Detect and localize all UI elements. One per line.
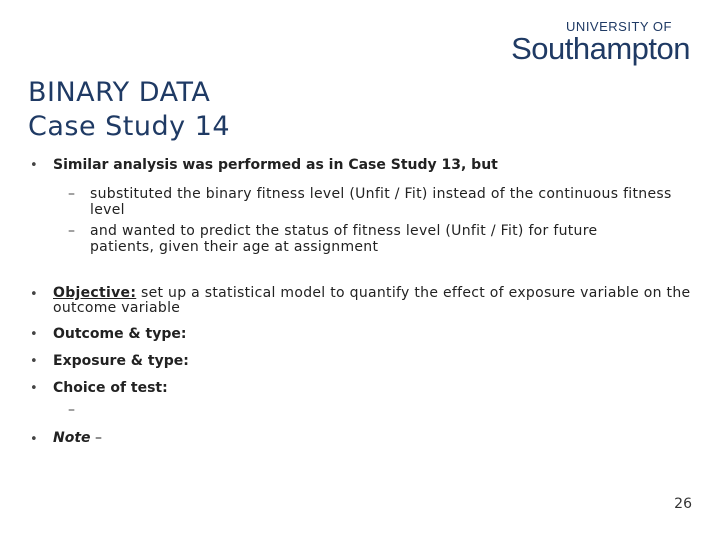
- bullet-marker: •: [30, 158, 38, 173]
- note-item: [53, 430, 102, 446]
- university-logo: [510, 20, 690, 64]
- sub-dash: –: [68, 186, 75, 202]
- bullet-marker: •: [30, 432, 38, 447]
- bullet-intro: Similar analysis was performed as in Case Study 13, but: [53, 157, 498, 173]
- sub-dash: –: [68, 223, 75, 239]
- objective-text: [53, 286, 703, 316]
- title-line-1: BINARY DATA: [28, 77, 211, 108]
- slide-title: [28, 76, 230, 144]
- outcome-type: Outcome & type:: [53, 326, 187, 342]
- bullet-marker: •: [30, 327, 38, 342]
- bullet-marker: •: [30, 287, 38, 302]
- objective-label: Objective:: [53, 285, 137, 301]
- choice-dash: –: [68, 402, 75, 418]
- logo-main-text: Southampton: [511, 31, 690, 66]
- sub-item-2: and wanted to predict the status of fitness level (Unfit / Fit) for future patients, given their age at assignment: [90, 223, 598, 255]
- title-line-2: Case Study 14: [28, 111, 231, 142]
- exposure-type: Exposure & type:: [53, 353, 189, 369]
- bullet-marker: •: [30, 354, 38, 369]
- sub-item-1: substituted the binary fitness level (Unfit / Fit) instead of the continuous fitness level: [90, 186, 672, 218]
- logo-top-text: UNIVERSITY OF: [566, 19, 672, 34]
- choice-of-test: Choice of test:: [53, 380, 168, 396]
- objective-body: set up a statistical model to quantify the effect of exposure variable on the outcome variable: [53, 285, 691, 316]
- bullet-marker: •: [30, 381, 38, 396]
- page-number: 26: [674, 496, 692, 512]
- note-label: Note: [53, 430, 91, 446]
- note-dash: –: [90, 430, 102, 446]
